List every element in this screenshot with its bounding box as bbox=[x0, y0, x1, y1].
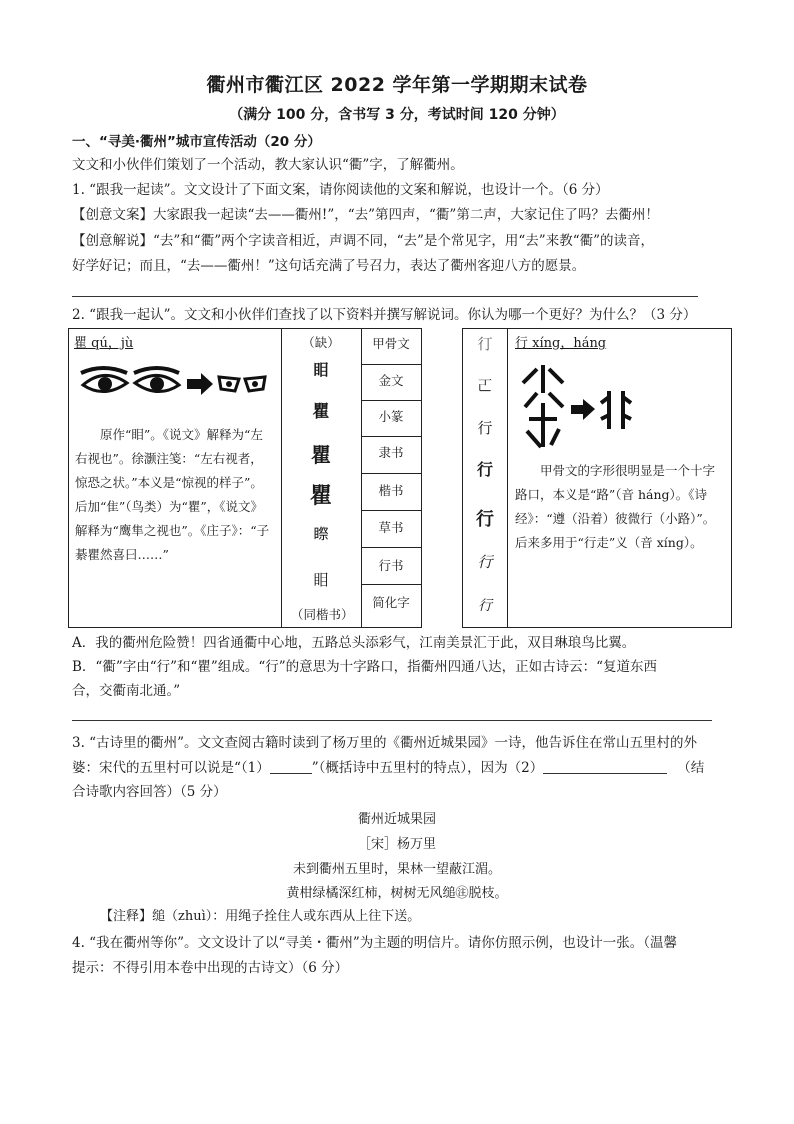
q3-line1: 3. “古诗里的衢州”。文文查阅古籍时读到了杨万里的《衢州近城果园》一诗，他告诉住在常山五里村的外 bbox=[72, 735, 697, 751]
xing-explanation: 甲骨文的字形很明显是一个十字路口，本义是“路”（音 háng）。《诗经》：“遵（沿着）彼微行（小路）”。后来多用于“行走”义（音 xíng）。 bbox=[515, 463, 716, 550]
q3-line3: 合诗歌内容回答）（5 分） bbox=[72, 784, 227, 800]
q3-line2 bbox=[72, 757, 732, 779]
poem-note: 【注释】缒（zhuì）：用绳子拴住人或东西从上往下送。 bbox=[100, 909, 421, 924]
oracle-bone-crossroad-icon bbox=[523, 365, 563, 447]
script-kaishu: 楷书 bbox=[378, 483, 404, 498]
xing-character-table bbox=[462, 328, 732, 628]
qu-explanation: 原作“䀠”。《说文》解释为“左右视也”。徐灏注笺：“左右视者，惊恐之状。”本义是“惊视的样子”。后加“隹”（鸟类）为“瞿”，《说文》解释为“鹰隼之视也”。《庄子》：“子綦瞿然喜曰……” bbox=[75, 427, 270, 562]
script-jinwen: 金文 bbox=[378, 373, 404, 388]
arrow-right-icon bbox=[187, 373, 213, 395]
script-name-column bbox=[361, 329, 421, 627]
xing-glyph-oracle: 㣔 bbox=[477, 335, 493, 353]
q2-stem: 2. “跟我一起认”。文文和小伙伴们查找了以下资料并撰写解说词。你认为哪一个更好？为什么？（3 分） bbox=[72, 307, 697, 323]
q3-blank-2[interactable] bbox=[543, 759, 667, 774]
glyph-kaishu: 瞿 bbox=[309, 483, 332, 509]
xing-glyph-column bbox=[463, 329, 507, 627]
glyph-same-label: （同楷书） bbox=[291, 607, 354, 622]
glyph-jinwen: 䀠 bbox=[313, 361, 329, 379]
q2-option-b-line1: B．“衢”字由“行”和“瞿”组成。“行”的意思为十字路口，指衢州四通八达，正如古诗云：“复道东西 bbox=[72, 659, 658, 675]
q4-line2: 提示：不得引用本卷中出现的古诗文）（6 分） bbox=[72, 960, 349, 976]
exam-subtitle: （满分 100 分，含书写 3 分，考试时间 120 分钟） bbox=[229, 107, 565, 123]
script-xingshu: 行书 bbox=[378, 558, 404, 573]
glyph-lishu: 瞿 bbox=[311, 443, 331, 467]
arrow-right-icon bbox=[571, 399, 595, 420]
script-jianhuazi: 简化字 bbox=[372, 595, 410, 610]
script-jiaguwen: 甲骨文 bbox=[372, 336, 410, 351]
q1-stem: 1. “跟我一起读”。文文设计了下面文案，请你阅读他的文案和解说，也设计一个。（6 分） bbox=[72, 182, 609, 198]
script-caoshu: 草书 bbox=[378, 520, 404, 535]
qu-character-table bbox=[68, 328, 422, 628]
crossroad-glyph-icon bbox=[601, 391, 631, 429]
script-lishu: 隶书 bbox=[378, 445, 404, 460]
xing-glyph-running: 行 bbox=[478, 598, 492, 614]
xing-glyph-cursive: 行 bbox=[477, 553, 493, 571]
poem-title: 衢州近城果园 bbox=[357, 812, 436, 827]
q3-line2-a: 婆：宋代的五里村可以说是“（1） bbox=[72, 760, 270, 776]
q2-option-b-line2: 合，交衢南北通。” bbox=[72, 683, 181, 699]
q1-answer-line[interactable] bbox=[72, 296, 698, 297]
eye-evolution-illustration bbox=[79, 365, 269, 405]
section-heading: 一、“寻美·衢州”城市宣传活动（20 分） bbox=[72, 134, 321, 150]
crossroad-evolution-illustration bbox=[515, 363, 635, 455]
poem-author: ［宋］杨万里 bbox=[357, 837, 436, 852]
glyph-caoshu: 𥉻 bbox=[313, 525, 329, 543]
q1-creative-copy: 【创意文案】大家跟我一起读“去——衢州!”，“去”第四声，“衢”第二声，大家记住了吗？去衢州！ bbox=[72, 207, 659, 223]
q4-line1: 4. “我在衢州等你”。文文设计了以“寻美・衢州”为主题的明信片。请你仿照示例，也设计一张。（温馨 bbox=[72, 935, 678, 951]
script-xiaozhuan: 小篆 bbox=[378, 409, 404, 424]
eyes-drawing-icon bbox=[81, 368, 179, 392]
glyph-missing-label: （缺） bbox=[302, 335, 340, 350]
glyph-xiaozhuan: 瞿 bbox=[312, 402, 330, 422]
oracle-eyes-glyph-icon bbox=[219, 377, 265, 391]
exam-title: 衢州市衢江区 2022 学年第一学期期末试卷 bbox=[206, 74, 588, 96]
xing-glyph-seal: 行 bbox=[477, 419, 493, 437]
xing-heading: 行 xíng，háng bbox=[515, 336, 607, 351]
q2-answer-line[interactable] bbox=[72, 720, 712, 721]
xing-glyph-regular: 行 bbox=[476, 509, 494, 530]
poem-line-2: 黄柑绿橘深红柿，树树无风缒㊟脱枝。 bbox=[286, 886, 508, 901]
q3-blank-1[interactable] bbox=[270, 759, 312, 774]
xing-glyph-clerical: 行 bbox=[476, 460, 493, 479]
q1-creative-explain-line1: 【创意解说】“去”和“衢”两个字读音相近，声调不同，“去”是个常见字，用“去”来教“衢”的读音， bbox=[72, 233, 655, 249]
q3-line2-c: （结 bbox=[677, 760, 705, 776]
q1-creative-explain-line2: 好学好记；而且，“去——衢州！”这句话充满了号召力，表达了衢州客迎八方的愿景。 bbox=[72, 258, 586, 274]
glyph-xingshu: 䀠 bbox=[313, 571, 329, 589]
poem-line-1: 未到衢州五里时，果林一望蔽江湄。 bbox=[292, 862, 501, 877]
section-intro: 文文和小伙伴们策划了一个活动，教大家认识“衢”字，了解衢州。 bbox=[72, 157, 464, 173]
q2-option-a: A．我的衢州危险赞！四省通衢中心地，五路总头添彩气，江南美景汇于此，双目琳琅鸟比翼。 bbox=[72, 635, 636, 651]
xing-glyph-bronze: 𠀀 bbox=[477, 377, 493, 395]
qu-heading: 瞿 qú，jù bbox=[74, 336, 134, 351]
q3-line2-b: ”（概括诗中五里村的特点），因为（2） bbox=[311, 760, 544, 776]
qu-glyph-column bbox=[281, 329, 361, 627]
